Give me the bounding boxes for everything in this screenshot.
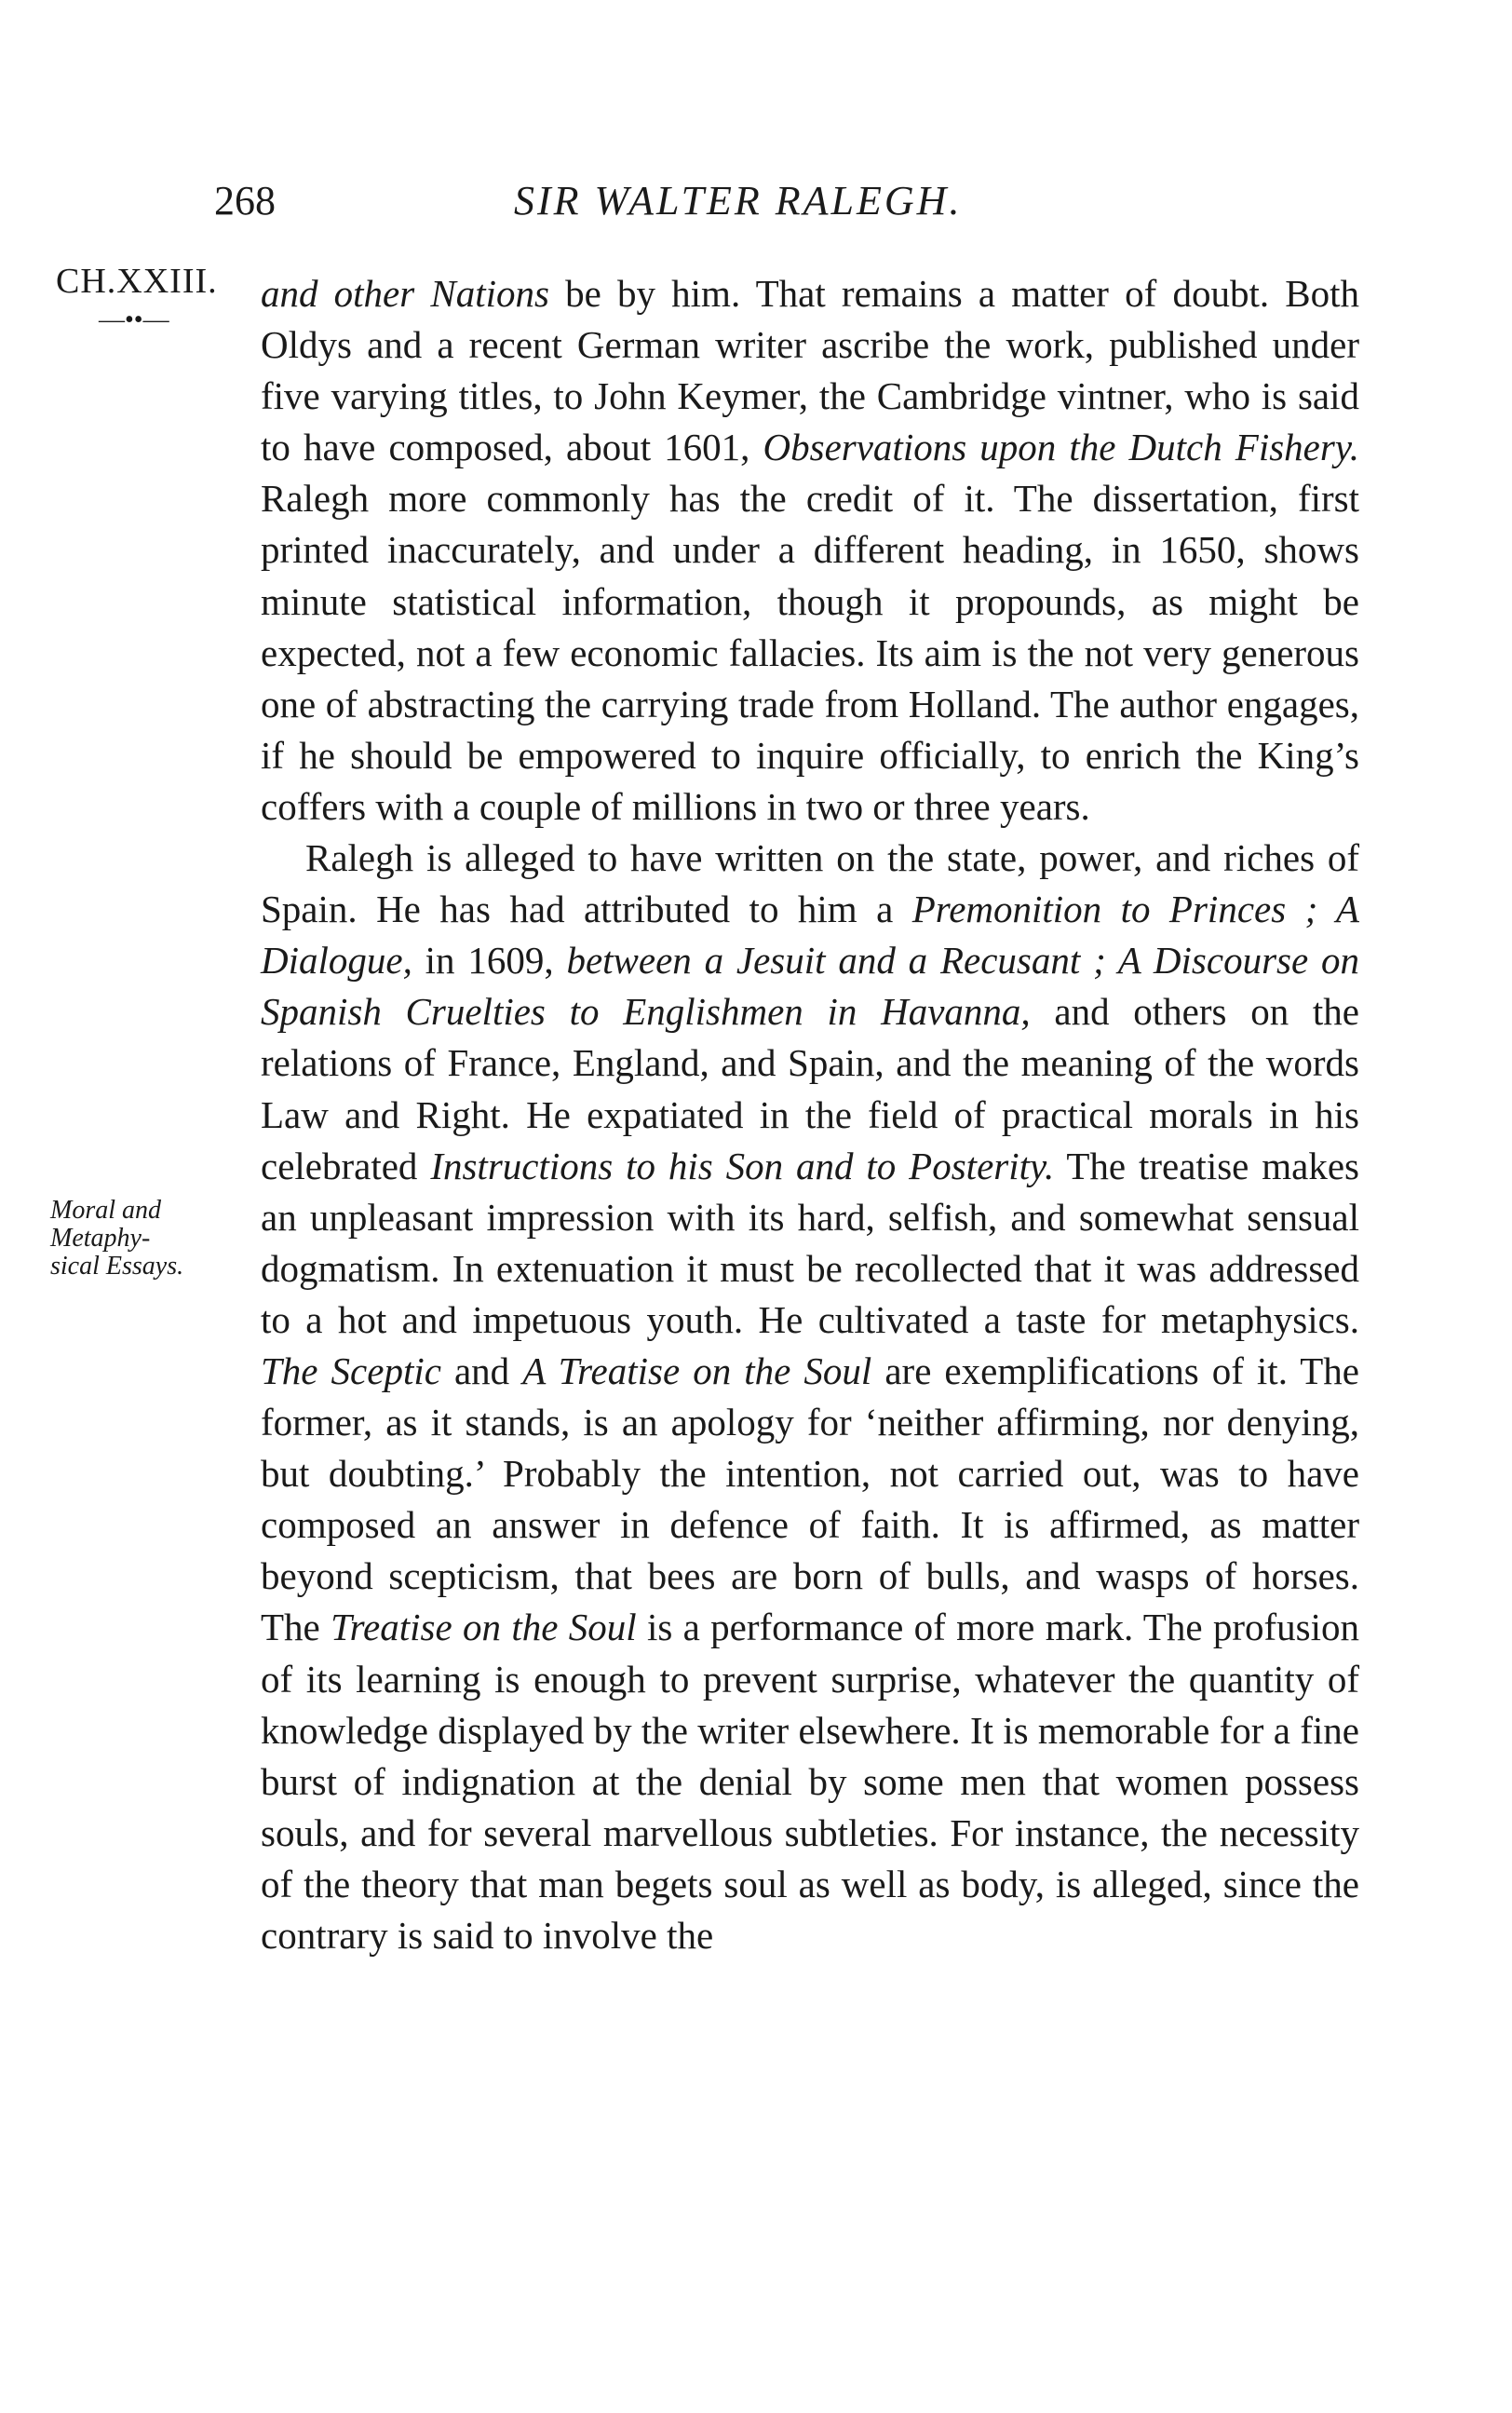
side-note-line: Moral and	[50, 1196, 161, 1225]
text-span: The treatise makes an unpleasant impression with its hard, selfish, and somewhat sensual dogmatism. In extenuation it must be recollected that it was addressed to a hot and impetuous youth. He cultivated a taste for metaphysics.	[261, 1144, 1359, 1341]
italic-span: The Sceptic	[261, 1349, 441, 1392]
body-text	[261, 268, 1359, 1961]
text-span: and	[440, 1349, 523, 1392]
text-span: be by him. That remains a matter of doubt. Both Oldys and a recent German writer ascribe the work, published under five varying titles, to John Keymer, the Cambridge vintner, who is said to have composed, about 1601,	[261, 272, 1359, 469]
text-span: Ralegh is alleged to have written on the state, power, and riches of Spain. He has had attributed to him a	[261, 836, 1359, 931]
running-title: SIR WALTER RALEGH.	[514, 178, 963, 224]
italic-span: and other Nations	[261, 272, 549, 315]
italic-span: Treatise on the Soul	[331, 1606, 637, 1649]
side-note	[50, 1197, 274, 1281]
ornament-divider: —••—	[99, 305, 169, 334]
text-span: are exemplifications of it. The former, as it stands, is an apology for ‘neither affirming, nor denying, but doubting.’ Probably the intention, not carried out, was to have composed an answer in defence of faith. It is affirmed, as matter beyond scepticism, that bees are born of bulls, and wasps of horses. The	[261, 1349, 1359, 1649]
italic-span: between a Jesuit and a Recusant ; A Discourse on Spanish Cruelties to Englishmen in Havanna,	[261, 939, 1359, 1034]
side-note-line: Metaphy-	[50, 1224, 151, 1253]
text-span: in 1609,	[412, 939, 567, 983]
chapter-label: CH.XXIII.	[56, 262, 218, 301]
italic-span: Premonition to Princes ; A Dialogue,	[261, 888, 1359, 983]
italic-span: Observations upon the Dutch Fishery.	[763, 426, 1359, 469]
italic-span: Instructions to his Son and to Posterity.	[430, 1144, 1055, 1187]
side-note-line: sical Essays.	[50, 1252, 184, 1281]
text-span: and others on the relations of France, England, and Spain, and the meaning of the words Law and Right. He expatiated in the field of practical morals in his celebrated	[261, 990, 1360, 1187]
text-span: is a performance of more mark. The profusion of its learning is enough to prevent surprise, whatever the quantity of knowledge displayed by the writer elsewhere. It is memorable for a fine burst of indignation at the denial by some men that women possess souls, and for several marvellous subtleties. For instance, the necessity of the theory that man begets soul as well as body, is alleged, since the contrary is said to involve the	[261, 1606, 1359, 1957]
italic-span: A Treatise on the Soul	[522, 1349, 872, 1392]
page-number: 268	[214, 178, 276, 224]
text-span: Ralegh more commonly has the credit of it. The dissertation, first printed inaccurately, and under a different heading, in 1650, shows minute statistical information, though it propounds, as might be expected, not a few economic fallacies. Its aim is the not very generous one of abstracting the carrying trade from Holland. The author engages, if he should be empowered to inquire officially, to enrich the King’s coffers with a couple of millions in two or three years.	[261, 477, 1359, 828]
paragraph	[261, 268, 1359, 833]
paragraph	[261, 833, 1359, 1961]
